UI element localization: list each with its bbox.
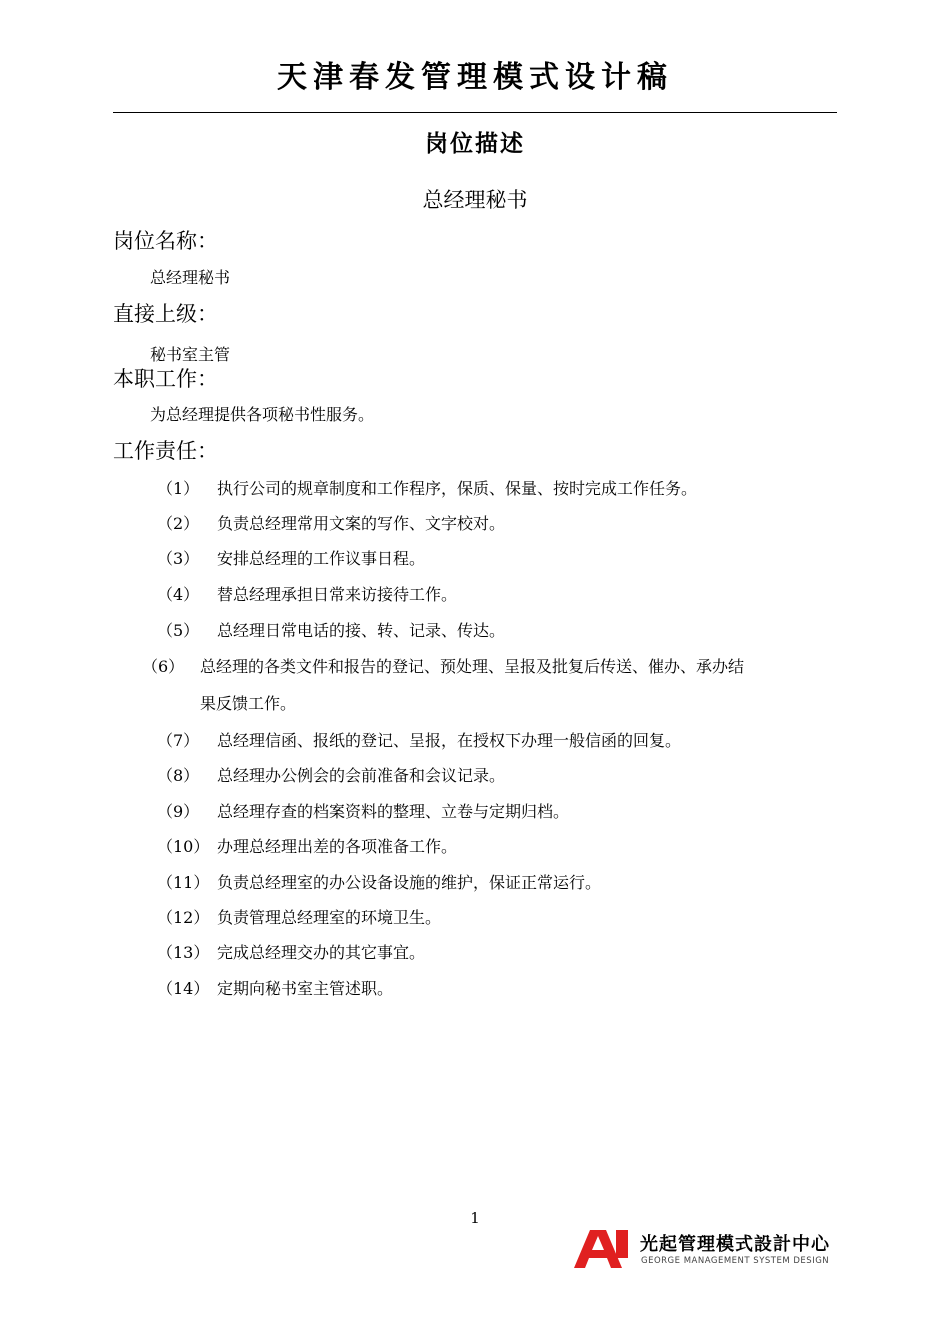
logo-subtitle: GEORGE MANAGEMENT SYSTEM DESIGN bbox=[641, 1256, 830, 1266]
duty-number: （14） bbox=[157, 979, 210, 998]
duty-text: 执行公司的规章制度和工作程序，保质、保量、按时完成工作任务。 bbox=[217, 479, 698, 498]
position-title: 总经理秘书 bbox=[422, 188, 528, 212]
duty-text: 总经理存查的档案资料的整理、立卷与定期归档。 bbox=[217, 802, 570, 821]
duty-text-continuation: 果反馈工作。 bbox=[200, 694, 297, 713]
duty-number: （8） bbox=[157, 766, 200, 785]
duty-number: （7） bbox=[157, 731, 200, 750]
document-type-title: 岗位描述 bbox=[425, 131, 525, 157]
section-heading-superior: 直接上级： bbox=[113, 302, 218, 326]
page-number: 1 bbox=[470, 1209, 480, 1227]
superior-value: 秘书室主管 bbox=[150, 345, 231, 364]
duty-text: 完成总经理交办的其它事宜。 bbox=[217, 943, 426, 962]
company-logo bbox=[574, 1226, 840, 1274]
duty-number: （13） bbox=[157, 943, 210, 962]
duty-text: 总经理日常电话的接、转、记录、传达。 bbox=[217, 621, 506, 640]
logo-a-mark-icon bbox=[574, 1228, 632, 1268]
duty-number: （10） bbox=[157, 837, 210, 856]
section-heading-position-name: 岗位名称： bbox=[113, 229, 218, 253]
duty-number: （12） bbox=[157, 908, 210, 927]
section-heading-role: 本职工作： bbox=[113, 367, 218, 391]
duty-text: 负责总经理室的办公设备设施的维护，保证正常运行。 bbox=[217, 873, 602, 892]
duty-text: 总经理信函、报纸的登记、呈报，在授权下办理一般信函的回复。 bbox=[217, 731, 682, 750]
duty-text: 负责总经理常用文案的写作、文字校对。 bbox=[217, 514, 506, 533]
duty-text: 总经理办公例会的会前准备和会议记录。 bbox=[217, 766, 506, 785]
duty-text: 总经理的各类文件和报告的登记、预处理、呈报及批复后传送、催办、承办结 bbox=[200, 657, 745, 676]
logo-name: 光起管理模式設計中心 bbox=[640, 1234, 830, 1255]
position-name-value: 总经理秘书 bbox=[150, 268, 231, 287]
document-header-title: 天津春发管理模式设计稿 bbox=[277, 60, 673, 95]
duty-text: 办理总经理出差的各项准备工作。 bbox=[217, 837, 458, 856]
section-heading-duties: 工作责任： bbox=[113, 439, 218, 463]
duty-text: 替总经理承担日常来访接待工作。 bbox=[217, 585, 458, 604]
duty-number: （5） bbox=[157, 621, 200, 640]
duty-number: （2） bbox=[157, 514, 200, 533]
duty-text: 定期向秘书室主管述职。 bbox=[217, 979, 394, 998]
duty-text: 负责管理总经理室的环境卫生。 bbox=[217, 908, 442, 927]
duty-number: （11） bbox=[157, 873, 210, 892]
header-divider bbox=[113, 112, 837, 113]
duty-number: （4） bbox=[157, 585, 200, 604]
duty-number: （6） bbox=[142, 657, 185, 676]
duty-number: （1） bbox=[157, 479, 200, 498]
duty-number: （9） bbox=[157, 802, 200, 821]
duty-text: 安排总经理的工作议事日程。 bbox=[217, 549, 426, 568]
duty-number: （3） bbox=[157, 549, 200, 568]
role-value: 为总经理提供各项秘书性服务。 bbox=[150, 405, 375, 424]
